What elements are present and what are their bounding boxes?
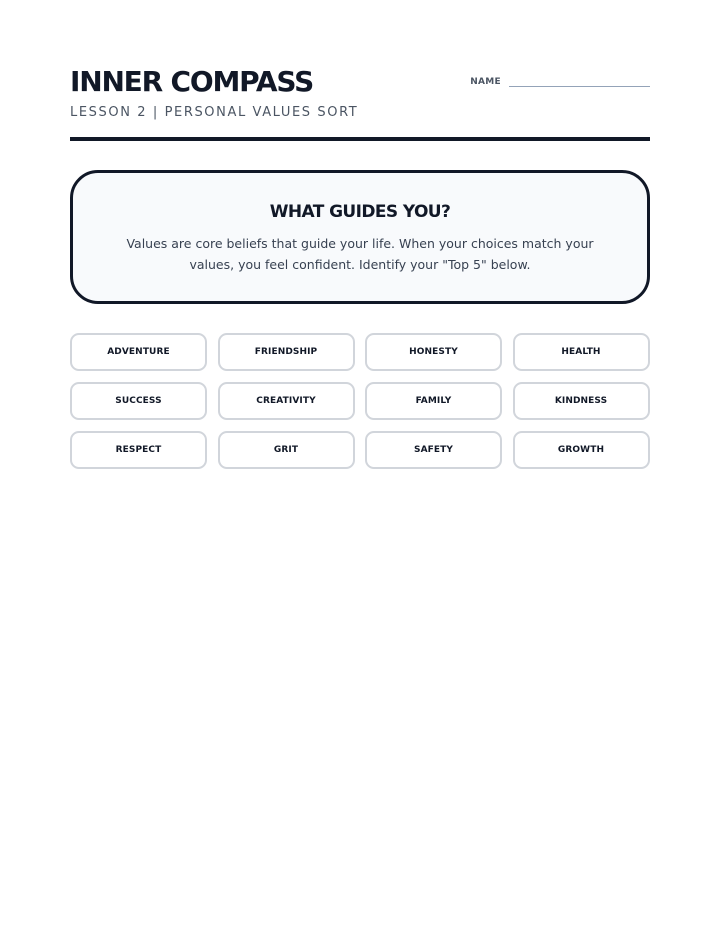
value-card-creativity[interactable]: CREATIVITY xyxy=(218,382,355,420)
name-field[interactable] xyxy=(509,74,650,87)
value-card-honesty[interactable]: HONESTY xyxy=(365,333,502,371)
value-card-kindness[interactable]: KINDNESS xyxy=(513,382,650,420)
intro-heading: WHAT GUIDES YOU? xyxy=(269,202,451,222)
value-card-adventure[interactable]: ADVENTURE xyxy=(70,333,207,371)
name-label: NAME xyxy=(470,77,501,87)
worksheet-page xyxy=(70,0,650,455)
intro-box xyxy=(70,170,650,304)
header-divider xyxy=(70,137,650,141)
value-card-respect[interactable]: RESPECT xyxy=(70,431,207,469)
value-card-grit[interactable]: GRIT xyxy=(218,431,355,469)
name-field-group xyxy=(470,74,650,87)
value-card-friendship[interactable]: FRIENDSHIP xyxy=(218,333,355,371)
value-card-growth[interactable]: GROWTH xyxy=(513,431,650,469)
values-grid xyxy=(70,333,650,469)
intro-text: Values are core beliefs that guide your life. When your choices match your values, you feel confident. Identify your "Top 5" below. xyxy=(126,236,594,272)
value-card-family[interactable]: FAMILY xyxy=(365,382,502,420)
page-title: INNER COMPASS xyxy=(70,65,314,98)
lesson-subtitle: LESSON 2 | PERSONAL VALUES SORT xyxy=(70,105,359,120)
value-card-safety[interactable]: SAFETY xyxy=(365,431,502,469)
value-card-success[interactable]: SUCCESS xyxy=(70,382,207,420)
worksheet-header xyxy=(70,0,650,138)
value-card-health[interactable]: HEALTH xyxy=(513,333,650,371)
